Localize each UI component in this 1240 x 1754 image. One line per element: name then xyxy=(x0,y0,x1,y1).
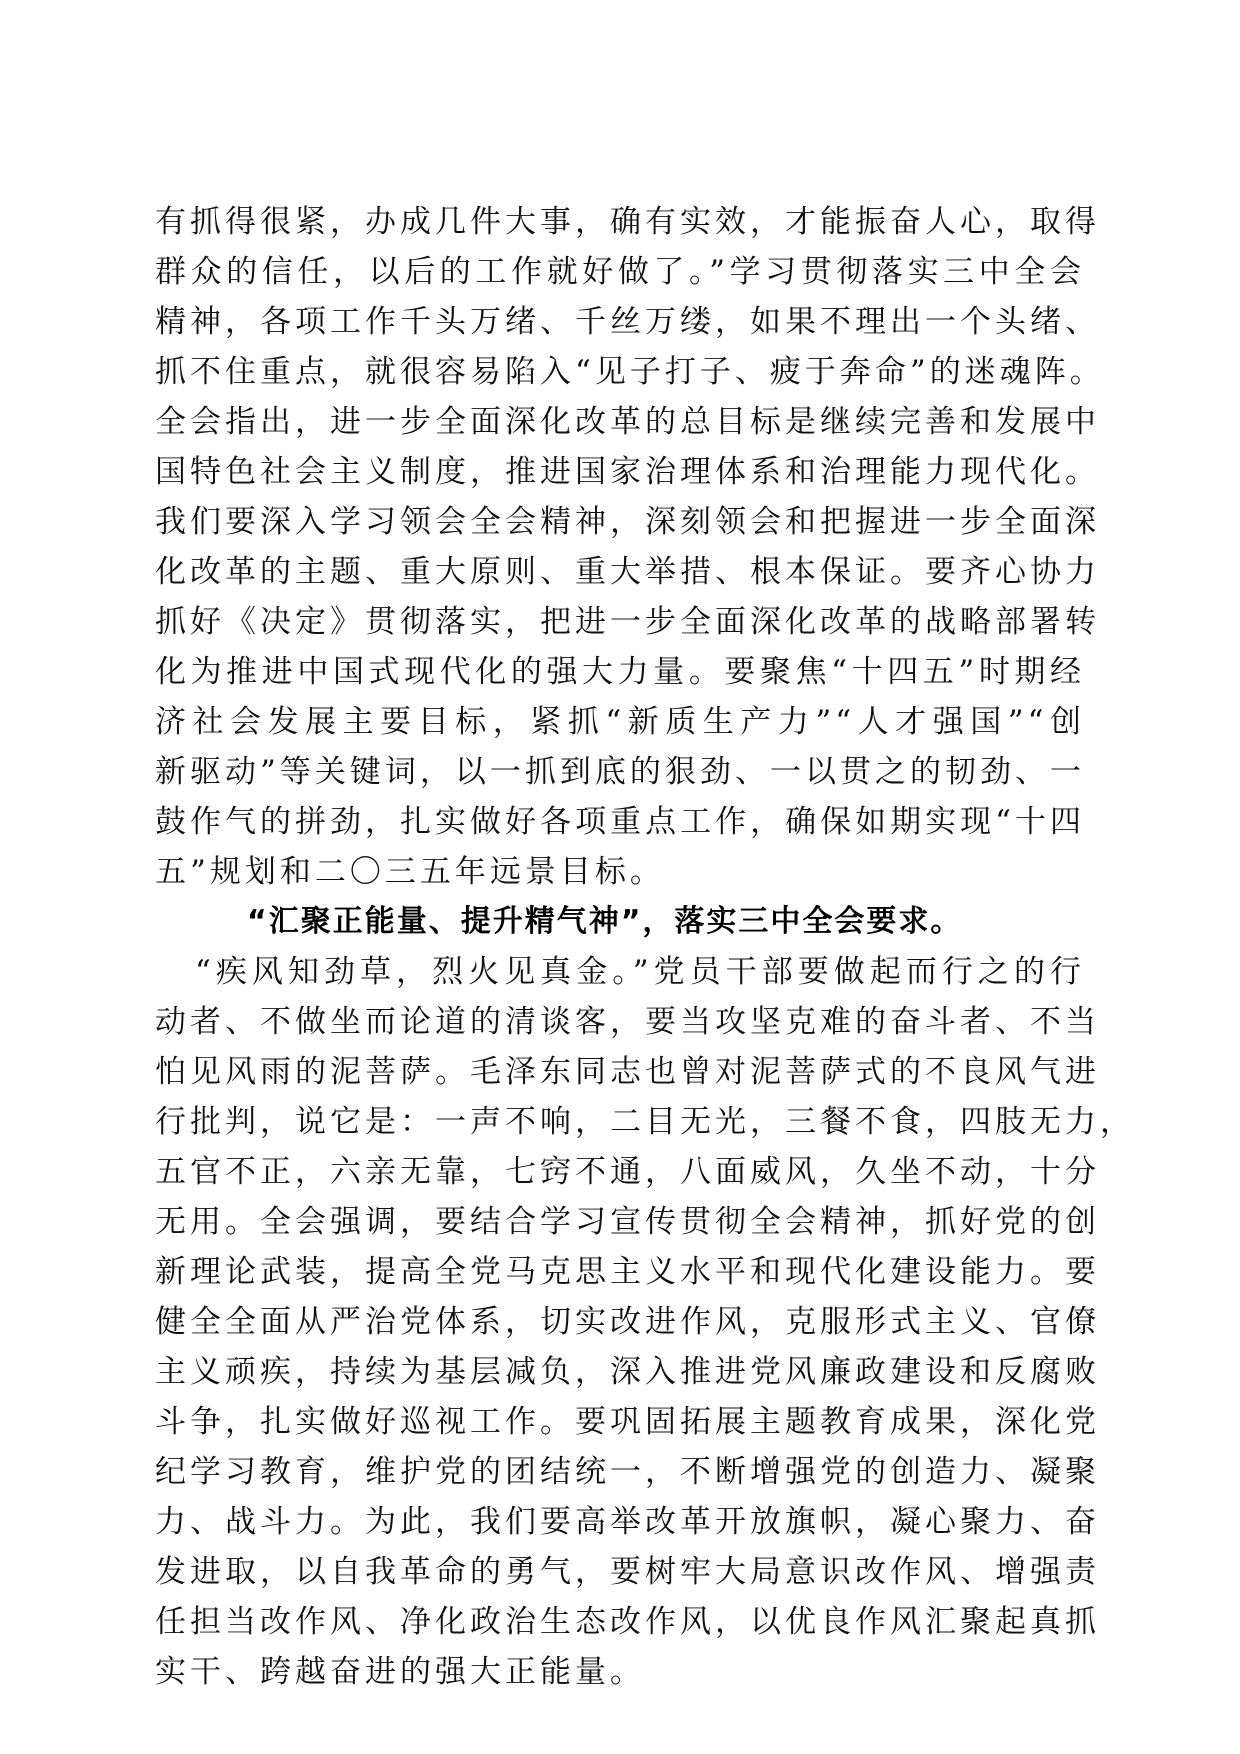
paragraph-line: 五”规划和二〇三五年远景目标。 xyxy=(155,854,665,890)
paragraph-line: “疾风知劲草，烈火见真金。”党员干部要做起而行之的行 xyxy=(195,954,1085,990)
paragraph-line: 济社会发展主要目标，紧抓“新质生产力”“人才强国”“创 xyxy=(155,704,1085,740)
paragraph-line: 我们要深入学习领会全会精神，深刻领会和把握进一步全面深 xyxy=(155,504,1100,540)
paragraph-line: 精神，各项工作千头万绪、千丝万缕，如果不理出一个头绪、 xyxy=(155,304,1100,340)
paragraph-1 xyxy=(155,197,1105,897)
paragraph-line: 化为推进中国式现代化的强大力量。要聚焦“十四五”时期经 xyxy=(155,654,1085,690)
paragraph-line: 五官不正，六亲无靠，七窍不通，八面威风，久坐不动，十分 xyxy=(155,1154,1100,1190)
paragraph-line: 鼓作气的拼劲，扎实做好各项重点工作，确保如期实现“十四 xyxy=(155,804,1085,840)
paragraph-line: 动者、不做坐而论道的清谈客，要当攻坚克难的奋斗者、不当 xyxy=(155,1004,1100,1040)
paragraph-line: 行批判，说它是：一声不响，二目无光，三餐不食，四肢无力， xyxy=(155,1104,1135,1140)
section-heading: “汇聚正能量、提升精气神”，落实三中全会要求。 xyxy=(247,904,963,939)
paragraph-line: 健全全面从严治党体系，切实改进作风，克服形式主义、官僚 xyxy=(155,1304,1100,1340)
paragraph-line: 抓不住重点，就很容易陷入“见子打子、疲于奔命”的迷魂阵。 xyxy=(155,354,1105,390)
paragraph-line: 国特色社会主义制度，推进国家治理体系和治理能力现代化。 xyxy=(155,454,1100,490)
document-body xyxy=(155,197,1135,1697)
paragraph-line: 实干、跨越奋进的强大正能量。 xyxy=(155,1654,645,1690)
paragraph-line: 新驱动”等关键词，以一抓到底的狠劲、一以贯之的韧劲、一 xyxy=(155,754,1085,790)
paragraph-line: 新理论武装，提高全党马克思主义水平和现代化建设能力。要 xyxy=(155,1254,1100,1290)
paragraph-line: 纪学习教育，维护党的团结统一，不断增强党的创造力、凝聚 xyxy=(155,1454,1100,1490)
paragraph-line: 无用。全会强调，要结合学习宣传贯彻全会精神，抓好党的创 xyxy=(155,1204,1100,1240)
paragraph-line: 发进取，以自我革命的勇气，要树牢大局意识改作风、增强责 xyxy=(155,1554,1100,1590)
paragraph-line: 怕见风雨的泥菩萨。毛泽东同志也曾对泥菩萨式的不良风气进 xyxy=(155,1054,1100,1090)
paragraph-line: 力、战斗力。为此，我们要高举改革开放旗帜，凝心聚力、奋 xyxy=(155,1504,1100,1540)
paragraph-line: 有抓得很紧，办成几件大事，确有实效，才能振奋人心，取得 xyxy=(155,204,1100,240)
paragraph-line: 全会指出，进一步全面深化改革的总目标是继续完善和发展中 xyxy=(155,404,1100,440)
paragraph-line: 主义顽疾，持续为基层减负，深入推进党风廉政建设和反腐败 xyxy=(155,1354,1100,1390)
paragraph-line: 斗争，扎实做好巡视工作。要巩固拓展主题教育成果，深化党 xyxy=(155,1404,1100,1440)
paragraph-line: 抓好《决定》贯彻落实，把进一步全面深化改革的战略部署转 xyxy=(155,604,1100,640)
paragraph-2 xyxy=(155,947,1135,1697)
paragraph-line: 任担当改作风、净化政治生态改作风，以优良作风汇聚起真抓 xyxy=(155,1604,1100,1640)
paragraph-line: 群众的信任，以后的工作就好做了。”学习贯彻落实三中全会 xyxy=(155,254,1085,290)
paragraph-line: 化改革的主题、重大原则、重大举措、根本保证。要齐心协力 xyxy=(155,554,1100,590)
